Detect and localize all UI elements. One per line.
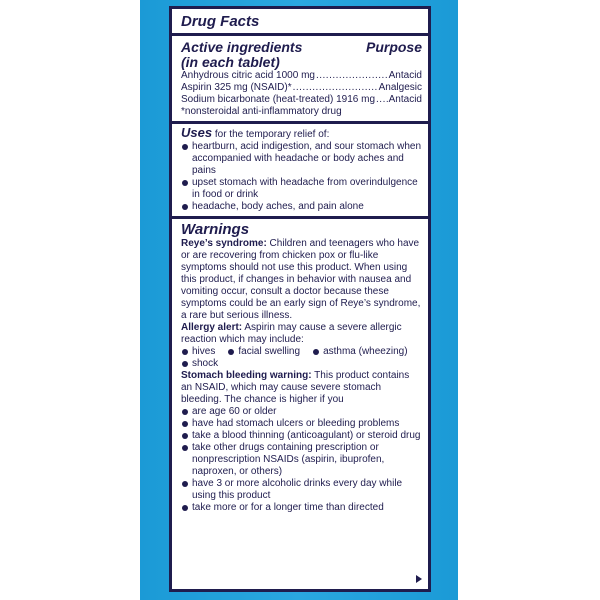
list-item: take other drugs containing prescription or nonprescription NSAIDs (aspirin, ibuprofen, naproxen, or others) — [181, 442, 422, 478]
stomach-label: Stomach bleeding warning: — [181, 370, 312, 381]
leader-dots — [316, 70, 388, 82]
ingredient-name: Aspirin 325 mg (NSAID)* — [181, 82, 292, 93]
list-item: hives — [181, 346, 215, 358]
stomach-bleeding-warning — [181, 370, 422, 406]
allergy-alert — [181, 322, 422, 346]
continue-arrow-icon — [416, 575, 422, 583]
allergy-label: Allergy alert: — [181, 322, 243, 333]
list-item: take a blood thinning (anticoagulant) or steroid drug — [181, 430, 422, 442]
list-item: have had stomach ulcers or bleeding problems — [181, 418, 422, 430]
stomach-text: This product contains an NSAID, which may cause severe stomach bleeding. The chance is higher if you — [181, 370, 410, 405]
leader-dots — [293, 82, 378, 94]
uses-list — [181, 141, 422, 213]
ingredient-purpose: Analgesic — [378, 82, 422, 93]
drug-facts-panel — [169, 6, 431, 592]
list-item: asthma (wheezing) — [312, 346, 407, 358]
warnings-heading: Warnings — [181, 221, 250, 238]
list-item: headache, body aches, and pain alone — [181, 201, 422, 213]
list-item: are age 60 or older — [181, 406, 422, 418]
list-item: take more or for a longer time than directed — [181, 502, 422, 514]
active-ingredients-section — [172, 36, 428, 121]
list-item: have 3 or more alcoholic drinks every day while using this product — [181, 478, 422, 502]
list-item: facial swelling — [227, 346, 300, 358]
ingredient-purpose: Antacid — [388, 94, 422, 105]
reyes-label: Reye’s syndrome: — [181, 238, 267, 249]
allergy-list — [181, 346, 422, 358]
uses-heading: Uses — [181, 125, 213, 140]
ingredient-row — [181, 70, 422, 82]
active-ingredients-heading: Active ingredients — [181, 39, 303, 55]
uses-section — [172, 124, 428, 216]
ingredient-name: Anhydrous citric acid 1000 mg — [181, 70, 315, 81]
reyes-syndrome-warning — [181, 238, 422, 322]
reyes-text: Children and teenagers who have or are recovering from chicken pox or flu-like symptoms should not use this product. When using this product, if changes in behavior with nausea and vomiting occur, consult a doctor because these symptoms could be an early sign of Reye’s syndrome, a rare but serious illness. — [181, 238, 421, 321]
active-ingredients-subheading: (in each tablet) — [181, 54, 280, 70]
warnings-section — [172, 219, 428, 514]
list-item: upset stomach with headache from overindulgence in food or drink — [181, 177, 422, 201]
leader-dots — [376, 94, 388, 106]
stomach-list — [181, 406, 422, 514]
footnote: *nonsteroidal anti-inflammatory drug — [181, 106, 342, 117]
purpose-heading: Purpose — [365, 39, 422, 55]
uses-intro: for the temporary relief of: — [212, 129, 330, 140]
list-item: heartburn, acid indigestion, and sour stomach when accompanied with headache or body aches and pains — [181, 141, 422, 177]
list-item: shock — [181, 358, 422, 370]
allergy-text: Aspirin may cause a severe allergic reaction which may include: — [181, 322, 402, 345]
ingredient-purpose: Antacid — [388, 70, 422, 81]
ingredient-row — [181, 94, 422, 106]
drug-facts-title: Drug Facts — [181, 13, 260, 30]
ingredient-row — [181, 82, 422, 94]
ingredient-name: Sodium bicarbonate (heat-treated) 1916 mg — [181, 94, 376, 105]
